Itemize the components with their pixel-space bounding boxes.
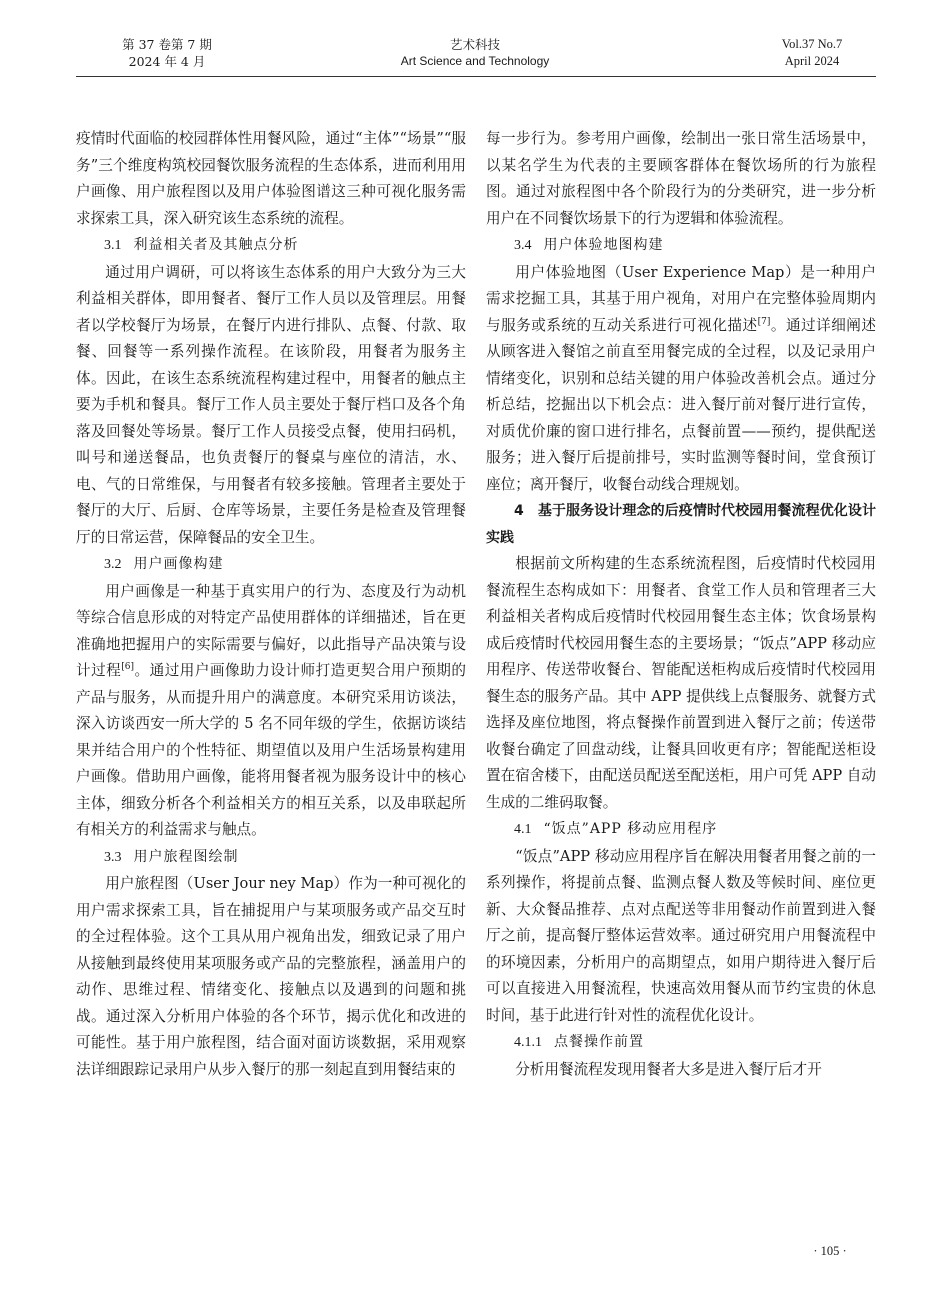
- section-heading-3-4: [486, 232, 876, 260]
- text-run: 。通过用户画像助力设计师打造更契合用户预期的产品与服务，从而提升用户的满意度。本研究采用访谈法，深入访谈西安一所大学的 5 名不同年级的学生，依据访谈结果并结合用户的个性特征、期望值以及用户生活场景构建用户画像。借助用户画像，能将用餐者视为服务设计中的核心主体，细致分析各个利益相关方的相互关系，以及串联起所有相关方的利益需求与触点。: [76, 662, 466, 838]
- section-number: 4.1.1: [514, 1035, 542, 1050]
- section-heading-4: [486, 498, 876, 551]
- section-number: 4: [514, 503, 524, 519]
- left-column: [76, 126, 466, 1083]
- section-title: 利益相关者及其触点分析: [133, 237, 299, 253]
- section-number: 3.1: [104, 238, 122, 253]
- section-heading-4-1: [486, 816, 876, 844]
- section-number: 3.4: [514, 238, 532, 253]
- paragraph-ordering: 分析用餐流程发现用餐者大多是进入餐厅后才开: [515, 1060, 822, 1078]
- citation-ref: [7]: [757, 316, 771, 327]
- header-date-en: April 2024: [784, 54, 840, 68]
- section-title: 基于服务设计理念的后疫情时代校园用餐流程优化设计实践: [486, 503, 876, 546]
- header-journal: [375, 36, 575, 70]
- section-title: 用户画像构建: [133, 556, 224, 572]
- right-column: [486, 126, 876, 1083]
- header-volume: 第 37 卷第 7 期: [122, 37, 212, 52]
- citation-ref: [6]: [121, 662, 135, 673]
- paragraph-ecosystem: 根据前文所构建的生态系统流程图，后疫情时代校园用餐流程生态构成如下：用餐者、食堂工作人员和管理者三大利益相关者构成后疫情时代校园用餐生态主体；饮食场景构成后疫情时代校园用餐生态的主要场景；“饭点”APP 移动应用程序、传送带收餐台、智能配送柜构成后疫情时代校园用餐生态的服务产品。其中 APP 提供线上点餐服务、就餐方式选择及座位地图，将点餐操作前置到进入餐厅之前；传送带收餐台确定了回盘动线，让餐具回收更有序；智能配送柜设置在宿舍楼下，由配送员配送至配送柜，用户可凭 APP 自动生成的二维码取餐。: [486, 555, 876, 811]
- header-journal-en: Art Science and Technology: [400, 54, 550, 68]
- section-title: 用户体验地图构建: [543, 237, 664, 253]
- header-date: 2024 年 4 月: [128, 54, 206, 69]
- running-header: [0, 30, 950, 76]
- header-vol-en: Vol.37 No.7: [781, 37, 843, 51]
- section-heading-3-3: [76, 844, 466, 872]
- paragraph-user-persona: [76, 579, 466, 844]
- section-heading-3-2: [76, 551, 466, 579]
- header-journal-cn: 艺术科技: [449, 37, 500, 52]
- section-heading-4-1-1: [486, 1029, 876, 1057]
- page-number: · 105 ·: [813, 1244, 847, 1258]
- paragraph-journey-continued: 每一步行为。参考用户画像，绘制出一张日常生活场景中，以某名学生为代表的主要顾客群体在餐饮场所的行为旅程图。通过对旅程图中各个阶段行为的分类研究，进一步分析用户在不同餐饮场景下的行为逻辑和体验流程。: [486, 130, 876, 227]
- header-issue-en: [762, 36, 862, 70]
- section-heading-3-1: [76, 232, 466, 260]
- section-number: 3.3: [104, 849, 122, 865]
- section-number: 3.2: [104, 557, 122, 572]
- header-rule: [76, 76, 876, 77]
- text-run: 。通过详细阐述从顾客进入餐馆之前直至用餐完成的全过程，以及记录用户情绪变化，识别和总结关键的用户体验改善机会点。通过分析总结，挖掘出以下机会点：进入餐厅前对餐厅进行宣传，对质优价廉的窗口进行排名，点餐前置——预约，提供配送服务；进入餐厅后提前排号，实时监测等餐时间，堂食预订座位；离开餐厅，收餐台动线合理规划。: [486, 316, 876, 493]
- section-number: 4.1: [514, 822, 532, 837]
- header-issue-cn: [112, 36, 222, 70]
- section-title: 点餐操作前置: [554, 1034, 644, 1050]
- paragraph-intro-continued: 疫情时代面临的校园群体性用餐风险，通过“主体”“场景”“服务”三个维度构筑校园餐饮服务流程的生态体系，进而利用用户画像、用户旅程图以及用户体验图谱这三种可视化服务需求探索工具，深入研究该生态系统的流程。: [76, 130, 466, 227]
- section-title: “饭点”APP 移动应用程序: [543, 821, 718, 837]
- text-run: 用户体验地图（User Experience Map）是一种用户需求挖掘工具，其基于用户视角，对用户在完整体验周期内与服务或系统的互动关系进行可视化描述: [486, 263, 876, 334]
- paragraph-stakeholders: 通过用户调研，可以将该生态体系的用户大致分为三大利益相关群体，即用餐者、餐厅工作人员以及管理层。用餐者以学校餐厅为场景，在餐厅内进行排队、点餐、付款、取餐、回餐等一系列操作流程。在该阶段，用餐者为服务主体。因此，在该生态系统流程构建过程中，用餐者的触点主要为手机和餐具。餐厅工作人员主要处于餐厅档口及各个角落及回餐处等场景。餐厅工作人员接受点餐，使用扫码机，叫号和递送餐品，也负责餐厅的餐桌与座位的清洁，水、电、气的日常维保，与用餐者有较多接触。管理者主要处于餐厅的大厅、后厨、仓库等场景，主要任务是检查及管理餐厅的日常运营，保障餐品的安全卫生。: [76, 263, 466, 546]
- paragraph-app: “饭点”APP 移动应用程序旨在解决用餐者用餐之前的一系列操作，将提前点餐、监测点餐人数及等候时间、座位更新、大众餐品推荐、点对点配送等非用餐动作前置到进入餐厅之前，提高餐厅整体运营效率。通过研究用户用餐流程中的环境因素，分析用户的高期望点，如用户期待进入餐厅后可以直接进入用餐流程，快速高效用餐从而节约宝贵的休息时间，基于此进行针对性的流程优化设计。: [486, 847, 876, 1024]
- paragraph-experience-map: [486, 260, 876, 499]
- text-run: 用户画像是一种基于真实用户的行为、态度及行为动机等综合信息形成的对特定产品使用群体的详细描述，旨在更准确地把握用户的实际需要与偏好，以此指导产品决策与设计过程: [76, 582, 466, 679]
- paragraph-journey-map: 用户旅程图（User Jour ney Map）作为一种可视化的用户需求探索工具，旨在捕捉用户与某项服务或产品交互时的全过程体验。这个工具从用户视角出发，细致记录了用户从接触到最终使用某项服务或产品的完整旅程，涵盖用户的动作、思维过程、情绪变化、接触点以及遇到的问题和挑战。通过深入分析用户体验的各个环节，揭示优化和改进的可能性。基于用户旅程图，结合面对面访谈数据，采用观察法详细跟踪记录用户从步入餐厅的那一刻起直到用餐结束的: [76, 875, 466, 1078]
- section-title: 用户旅程图绘制: [133, 848, 239, 865]
